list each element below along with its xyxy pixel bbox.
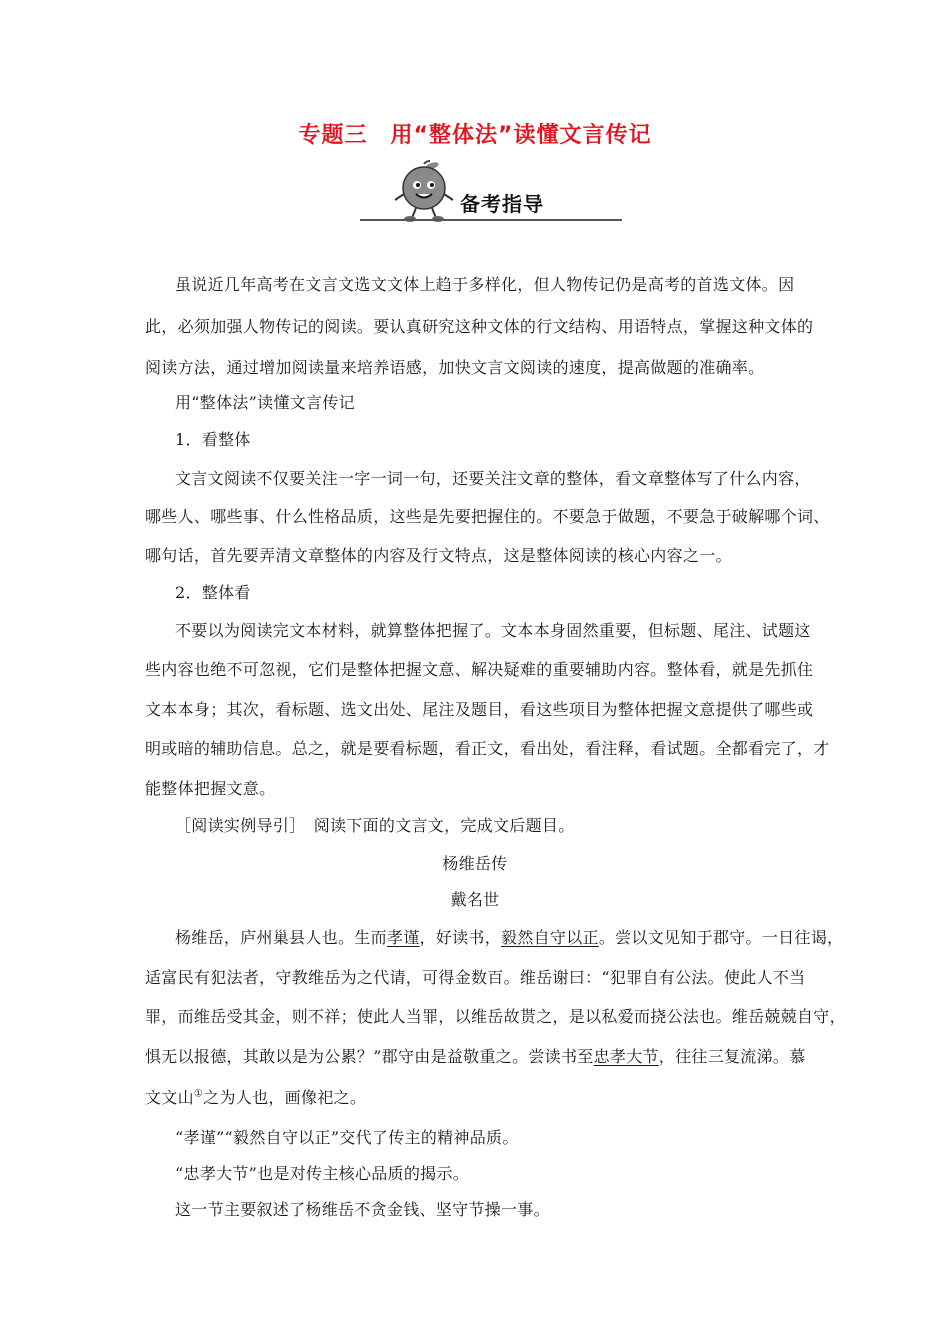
footnote-marker: ① <box>193 1088 204 1100</box>
step1-line-3: 哪句话，首先要弄清文章整体的内容及行文特点，这是整体阅读的核心内容之一。 <box>145 546 732 565</box>
intro-line-3: 阅读方法，通过增加阅读量来培养语感，加快文言文阅读的速度，提高做题的准确率。 <box>145 358 765 377</box>
underlined-phrase: 孝谨 <box>386 928 420 947</box>
method-title: 用“整体法”读懂文言传记 <box>175 393 355 412</box>
passage-line-4: 惧无以报德，其敢以是为公累？”郡守由是益敬重之。尝读书至忠孝大节，往往三复流涕。慕 <box>145 1047 806 1066</box>
step2-heading: 2．整体看 <box>175 583 251 602</box>
annotation-3: 这一节主要叙述了杨维岳不贪金钱、坚守节操一事。 <box>175 1200 550 1219</box>
passage-author: 戴名世 <box>450 890 500 909</box>
passage-title: 杨维岳传 <box>442 854 508 873</box>
passage-line-5: 文文山①之为人也，画像祀之。 <box>145 1088 367 1107</box>
passage-line-3: 罪，而维岳受其金，则不祥；使此人当罪，以维岳故贳之，是以私爱而挠公法也。维岳兢兢自守， <box>145 1007 846 1026</box>
step1-line-2: 哪些人、哪些事、什么性格品质，这些是先要把握住的。不要急于做题，不要急于破解哪个词、 <box>145 507 830 526</box>
step2-line-1: 不要以为阅读完文本材料，就算整体把握了。文本本身固然重要，但标题、尾注、试题这 <box>175 621 811 640</box>
step2-line-4: 明或暗的辅助信息。总之，就是要看标题，看正文，看出处，看注释，看试题。全都看完了，才 <box>145 739 830 758</box>
passage-line-2: 适富民有犯法者，守教维岳为之代请，可得金数百。维岳谢曰：“犯罪自有公法。使此人不当 <box>145 968 806 987</box>
intro-line-2: 此，必须加强人物传记的阅读。要认真研究这种文体的行文结构、用语特点，掌握这种文体的 <box>145 317 814 336</box>
step2-line-5: 能整体把握文意。 <box>145 779 276 798</box>
annotation-1: “孝谨”“毅然自守以正”交代了传主的精神品质。 <box>175 1128 519 1147</box>
section-divider <box>360 219 622 221</box>
section-label: 备考指导 <box>460 192 544 216</box>
step2-line-3: 文本本身；其次，看标题、选文出处、尾注及题目，看这些项目为整体把握文意提供了哪些或 <box>145 700 814 719</box>
underlined-phrase: 忠孝大节 <box>593 1047 659 1066</box>
underlined-phrase: 毅然自守以正 <box>501 928 599 947</box>
smiling-apple-mascot-icon <box>388 160 460 224</box>
passage-line-1: 杨维岳，庐州巢县人也。生而孝谨，好读书，毅然自守以正。尝以文见知于郡守。一日往谒， <box>175 928 844 947</box>
annotation-2: “忠孝大节”也是对传主核心品质的揭示。 <box>175 1164 470 1183</box>
step2-line-2: 些内容也绝不可忽视，它们是整体把握文意、解决疑难的重要辅助内容。整体看，就是先抓住 <box>145 660 814 679</box>
example-intro: ［阅读实例导引］ 阅读下面的文言文，完成文后题目。 <box>175 816 575 835</box>
page-title: 专题三 用“整体法”读懂文言传记 <box>298 123 652 148</box>
step1-heading: 1．看整体 <box>175 430 251 449</box>
step1-line-1: 文言文阅读不仅要关注一字一词一句，还要关注文章的整体，看文章整体写了什么内容， <box>175 469 811 488</box>
section-banner <box>360 160 622 226</box>
intro-line-1: 虽说近几年高考在文言文选文文体上趋于多样化，但人物传记仍是高考的首选文体。因 <box>175 275 795 294</box>
